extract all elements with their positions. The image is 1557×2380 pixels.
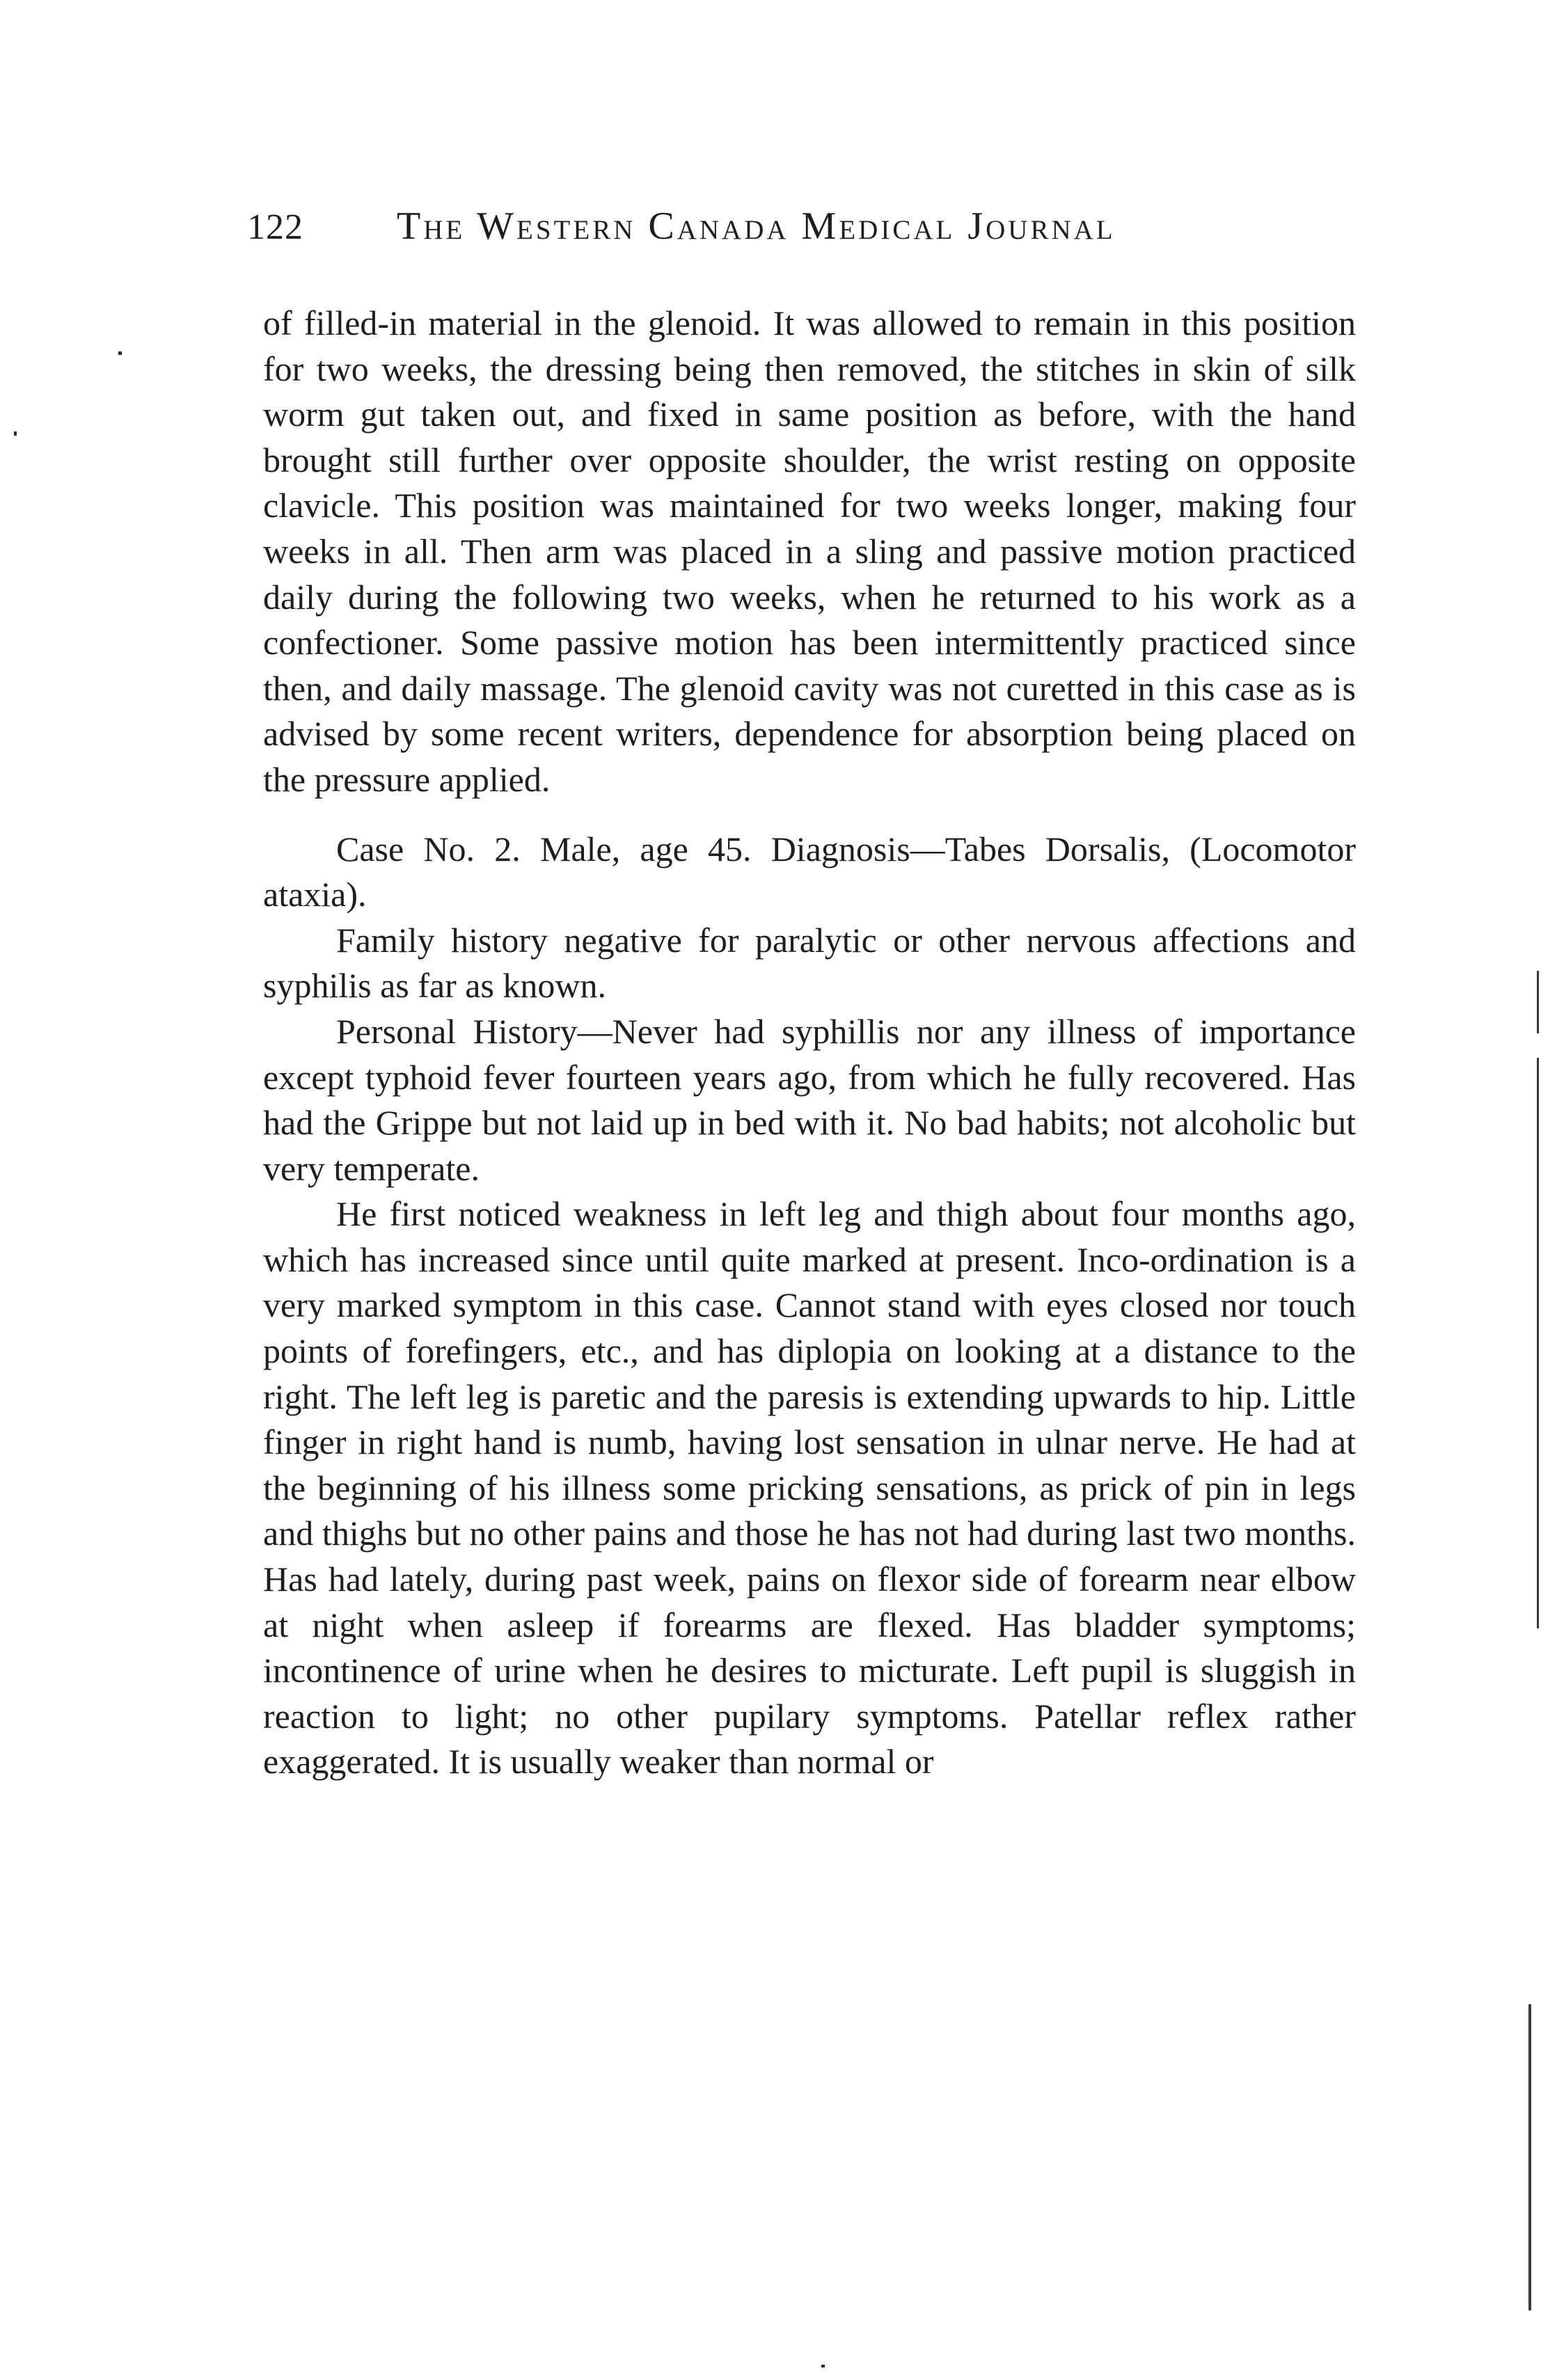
body-text [263, 301, 1356, 1785]
scan-speck [821, 2365, 825, 2367]
paragraph-family-history: Family history negative for paralytic or other nervous affections and syphilis as far as known. [263, 920, 1356, 1006]
paragraph-case-heading: Case No. 2. Male, age 45. Diagnosis—Tabes Dorsalis, (Locomotor ataxia). [263, 829, 1356, 914]
scan-edge-mark [1528, 2004, 1531, 2310]
paragraph-symptoms: He first noticed weakness in left leg and thigh about four months ago, which has increased since until quite marked at present. Inco-ordination is a very marked symptom in this case. Cannot stand with eyes closed nor touch points of forefingers, etc., and has diplopia on looking at a distance to the right. The left leg is paretic and the paresis is extending upwards to hip. Little finger in right hand is numb, having lost sensation in ulnar nerve. He had at the beginning of his illness some pricking sensations, as prick of pin in legs and thighs but no other pains and those he has not had during last two months. Has had lately, during past week, pains on flexor side of forearm near elbow at night when asleep if forearms are flexed. Has bladder symptoms; incontinence of urine when he desires to micturate. Left pupil is sluggish in reaction to light; no other pupilary symptoms. Patellar reflex rather exaggerated. It is usually weaker than normal or [263, 1194, 1356, 1782]
scan-edge-mark [1537, 971, 1539, 1033]
scan-edge-mark [1537, 1058, 1539, 1628]
journal-title: The Western Canada Medical Journal [397, 205, 1116, 248]
paragraph-personal-history: Personal History—Never had syphillis nor any illness of importance except typhoid fever fourteen years ago, from which he fully recovered. Has had the Grippe but not laid up in bed with it. No bad habits; not alcoholic but very temperate. [263, 1011, 1356, 1188]
paragraph-continuation: of filled-in material in the glenoid. It was allowed to remain in this position for two weeks, the dressing being then removed, the stitches in skin of silk worm gut taken out, and fixed in same position as before, with the hand brought still further over opposite shoulder, the wrist resting on opposite clavicle. This position was maintained for two weeks longer, making four weeks in all. Then arm was placed in a sling and passive motion practiced daily during the following two weeks, when he returned to his work as a confectioner. Some passive motion has been intermittently practiced since then, and daily massage. The glenoid cavity was not curetted in this case as is advised by some recent writers, dependence for absorption being placed on the pressure applied. [263, 303, 1356, 799]
page-number: 122 [247, 207, 303, 247]
running-head [247, 198, 1263, 254]
scan-speck [118, 351, 122, 355]
scan-speck [14, 431, 17, 436]
